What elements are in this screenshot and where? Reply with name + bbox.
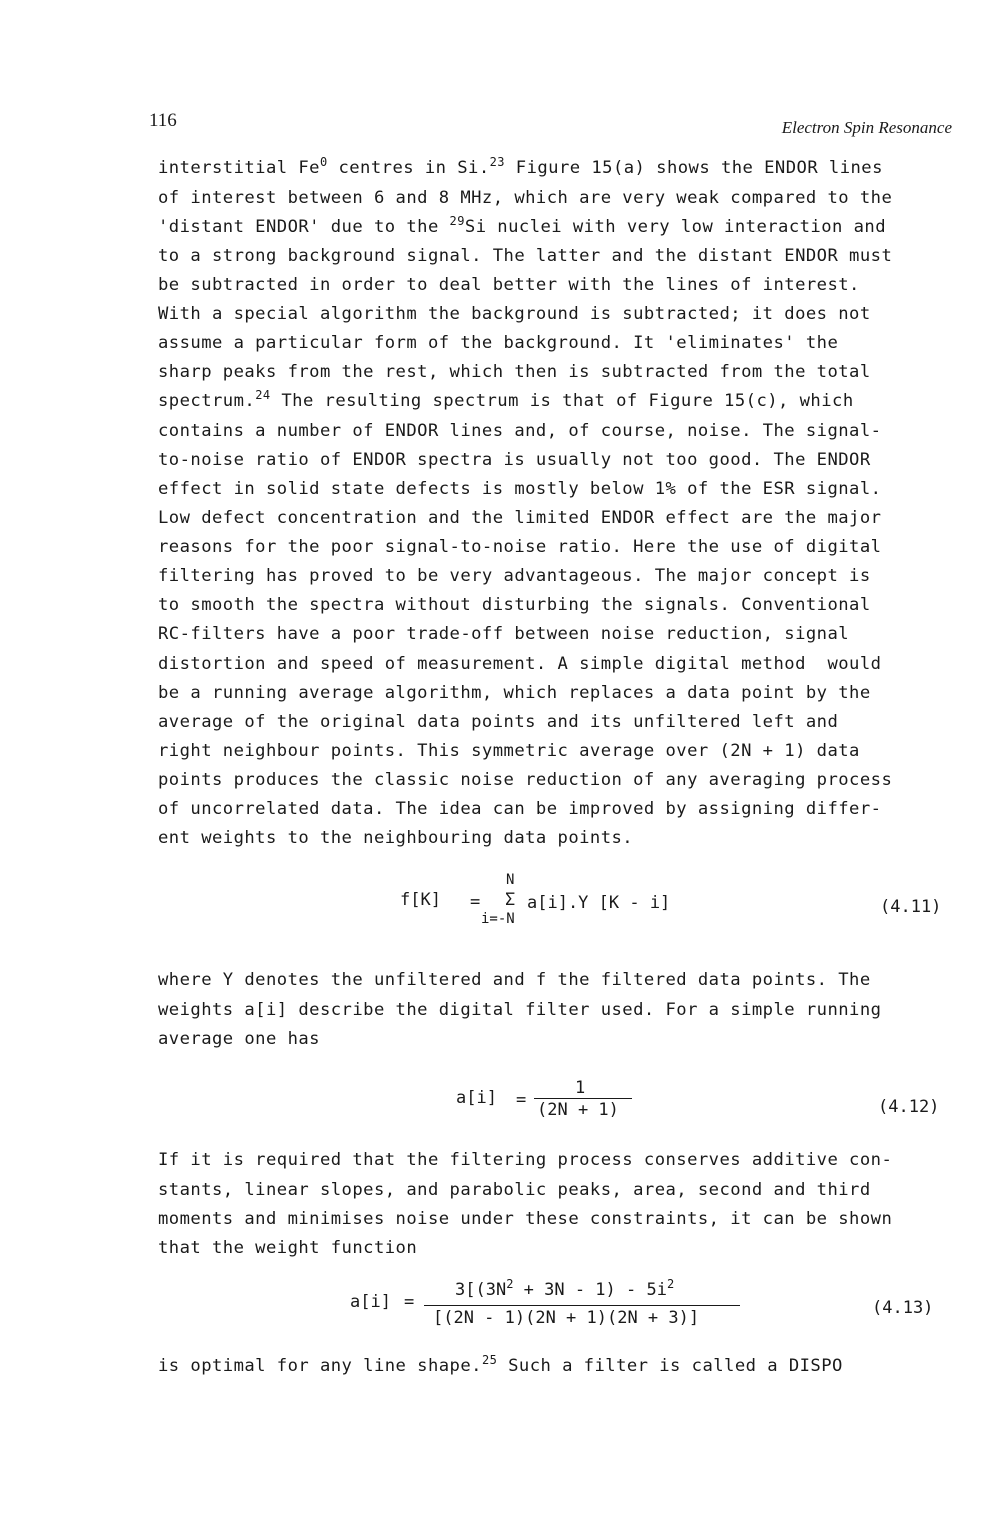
text-line: Low defect concentration and the limited ENDOR effect are the major — [158, 508, 882, 528]
eq-equals: = — [470, 892, 481, 912]
text-line: to-noise ratio of ENDOR spectra is usually not too good. The ENDOR — [158, 450, 871, 470]
text-line: of uncorrelated data. The idea can be improved by assigning differ- — [158, 799, 882, 819]
text-line: to smooth the spectra without disturbing the signals. Conventional — [158, 595, 871, 615]
fraction-denominator: (2N + 1) — [537, 1100, 619, 1120]
eq-equals: = — [404, 1292, 415, 1312]
eq-lhs: a[i] — [350, 1292, 391, 1312]
sum-upper-limit: N — [506, 872, 515, 888]
fraction-numerator: $3[(3N^2 + 3N - 1) - 5i^2$ — [455, 1277, 675, 1300]
text-line: be subtracted in order to deal better with the lines of interest. — [158, 275, 860, 295]
text-line: With a special algorithm the background is subtracted; it does not — [158, 304, 871, 324]
text-line: points produces the classic noise reduction of any averaging process — [158, 770, 893, 790]
fraction-bar — [534, 1098, 632, 1099]
text-line: average of the original data points and its unfiltered left and — [158, 712, 839, 732]
equation-number: (4.11) — [880, 897, 942, 917]
text-line: right neighbour points. This symmetric average over (2N + 1) data — [158, 741, 860, 761]
fraction-bar — [424, 1305, 740, 1306]
text-line: is optimal for any line shape.$^{25}$ Such a filter is called a DISPO — [158, 1353, 843, 1376]
text-line: to a strong background signal. The latter and the distant ENDOR must — [158, 246, 893, 266]
text-line: RC-filters have a poor trade-off between noise reduction, signal — [158, 624, 850, 644]
text-line: filtering has proved to be very advantageous. The major concept is — [158, 566, 871, 586]
sigma-symbol: Σ — [505, 890, 516, 910]
equation-number: (4.13) — [872, 1298, 934, 1318]
text-line: sharp peaks from the rest, which then is subtracted from the total — [158, 362, 871, 382]
text-line: of interest between 6 and 8 MHz, which are very weak compared to the — [158, 188, 893, 208]
text-line: stants, linear slopes, and parabolic peaks, area, second and third — [158, 1180, 871, 1200]
sum-lower-limit: i=-N — [481, 911, 515, 927]
eq-lhs: a[i] — [456, 1088, 497, 1108]
eq-equals: = — [516, 1090, 527, 1110]
text-line: moments and minimises noise under these constraints, it can be shown — [158, 1209, 893, 1229]
text-line: where Y denotes the unfiltered and f the filtered data points. The — [158, 970, 871, 990]
text-line: effect in solid state defects is mostly below 1% of the ESR signal. — [158, 479, 882, 499]
text-line: assume a particular form of the background. It 'eliminates' the — [158, 333, 839, 353]
text-line: ent weights to the neighbouring data points. — [158, 828, 634, 848]
text-line: 'distant ENDOR' due to the $^{29}$Si nuclei with very low interaction and — [158, 214, 887, 237]
text-line: distortion and speed of measurement. A simple digital method would — [158, 654, 882, 674]
eq-lhs: f[K] — [400, 890, 441, 910]
text-line: interstitial Fe$^0$ centres in Si.$^{23}$ Figure 15(a) shows the ENDOR lines — [158, 155, 883, 178]
text-line: reasons for the poor signal-to-noise ratio. Here the use of digital — [158, 537, 882, 557]
eq-rhs: a[i].Y [K - i] — [527, 893, 671, 913]
text-line: that the weight function — [158, 1238, 418, 1258]
text-line: spectrum.$^{24}$ The resulting spectrum is that of Figure 15(c), which — [158, 388, 854, 411]
fraction-denominator: [(2N - 1)(2N + 1)(2N + 3)] — [433, 1308, 700, 1328]
fraction-numerator: 1 — [575, 1078, 586, 1098]
running-title: Electron Spin Resonance — [781, 118, 952, 137]
page-number: 116 — [149, 110, 177, 131]
text-line: average one has — [158, 1029, 320, 1049]
equation-number: (4.12) — [878, 1097, 940, 1117]
text-line: contains a number of ENDOR lines and, of course, noise. The signal- — [158, 421, 882, 441]
text-line: weights a[i] describe the digital filter used. For a simple running — [158, 1000, 882, 1020]
text-line: If it is required that the filtering process conserves additive con- — [158, 1150, 893, 1170]
text-line: be a running average algorithm, which replaces a data point by the — [158, 683, 871, 703]
